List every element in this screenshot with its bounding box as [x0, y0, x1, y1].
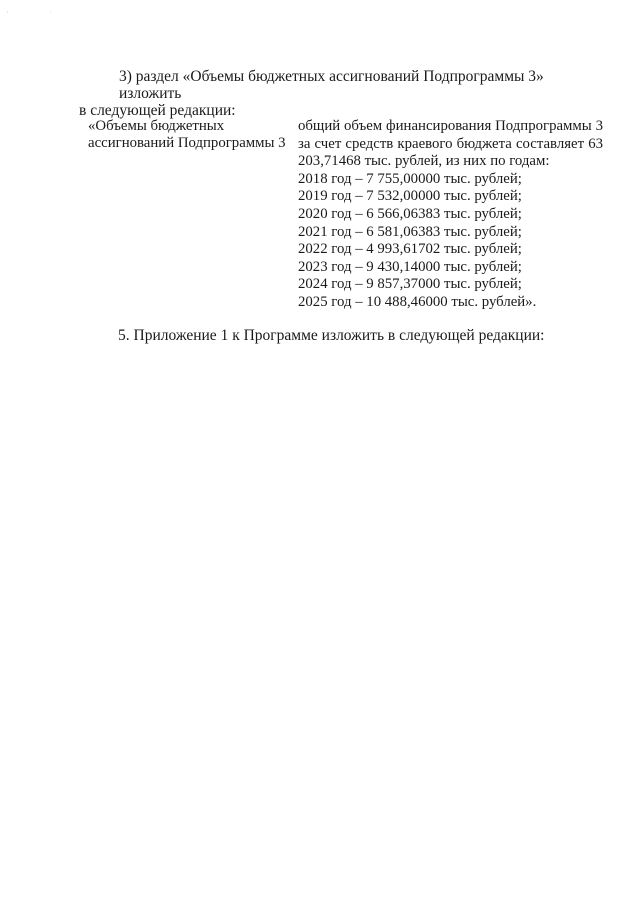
paragraph-appendix-1: 5. Приложение 1 к Программе изложить в следующей редакции:: [118, 327, 545, 344]
scan-mark: ,: [7, 8, 9, 14]
year-funding-line: 2022 год – 4 993,61702 тыс. рублей;: [298, 241, 522, 258]
year-funding-line: 2019 год – 7 532,00000 тыс. рублей;: [298, 188, 522, 205]
year-funding-line: 2025 год – 10 488,46000 тыс. рублей».: [298, 293, 537, 310]
paragraph-line: 3) раздел «Объемы бюджетных ассигнований Подпрограммы 3» изложить: [119, 68, 544, 102]
scan-mark: .: [50, 8, 52, 14]
year-funding-line: 2021 год – 6 581,06383 тыс. рублей;: [298, 223, 522, 240]
year-funding-line: 2024 год – 9 857,37000 тыс. рублей;: [298, 276, 522, 293]
table-right-cell: [298, 118, 603, 312]
year-funding-line: 2023 год – 9 430,14000 тыс. рублей;: [298, 258, 522, 275]
funding-summary: общий объем финансирования Подпрограммы 3 за счет средств краевого бюджета составляет 63 203,71468 тыс. рублей, из них по годам:: [298, 118, 603, 170]
paragraph-line: в следующей редакции:: [79, 102, 236, 119]
year-funding-line: 2018 год – 7 755,00000 тыс. рублей;: [298, 170, 522, 187]
paragraph-section-3: [79, 68, 602, 119]
year-funding-line: 2020 год – 6 566,06383 тыс. рублей;: [298, 205, 522, 222]
table-left-cell: «Объемы бюджетных ассигнований Подпрограммы 3: [88, 118, 286, 151]
